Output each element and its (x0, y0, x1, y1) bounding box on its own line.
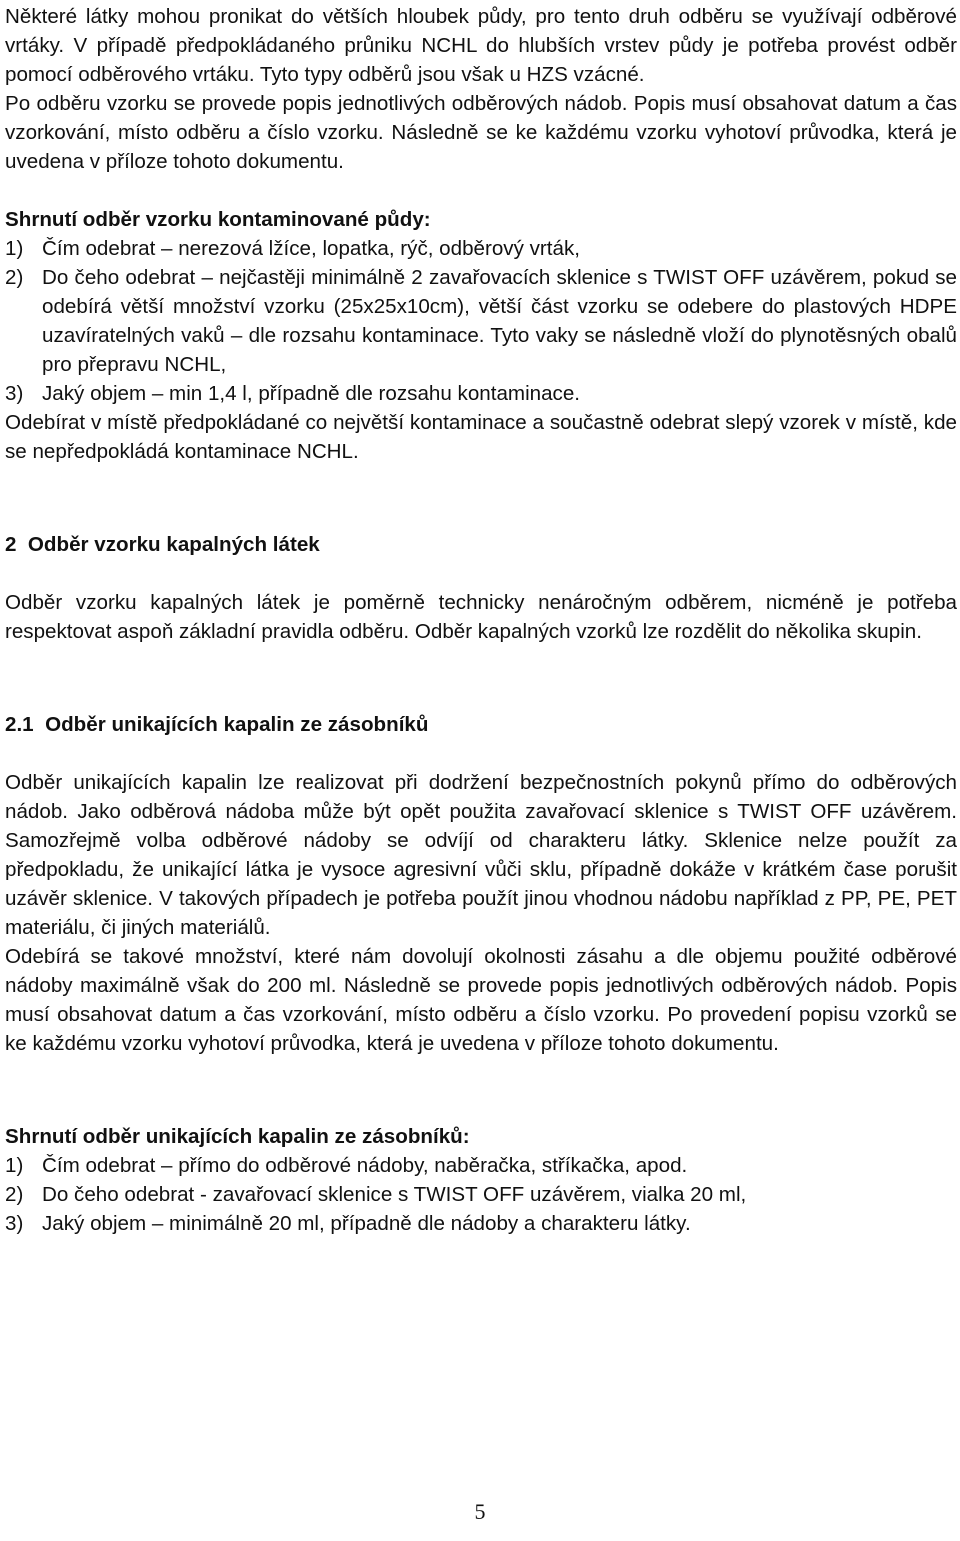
spacer (5, 1093, 957, 1122)
summary-soil-list (5, 234, 957, 408)
list-item (5, 1180, 957, 1209)
summary-soil-closing: Odebírat v místě předpokládané co největší kontaminace a součastně odebrat slepý vzorek v místě, kde se nepředpokládá kontaminace NCHL. (5, 411, 957, 463)
list-item-text: Do čeho odebrat – nejčastěji minimálně 2 zavařovacích sklenice s TWIST OFF uzávěrem, pokud se odebírá větší množství vzorku (25x25x10cm), větší část vzorku se odebere do plastových HDPE uzavíratelných vaků – dle rozsahu kontaminace. Tyto vaky se následně vloží do plynotěsných obalů pro přepravu NCHL, (42, 266, 957, 376)
list-item (5, 1209, 957, 1238)
list-item (5, 263, 957, 379)
spacer (5, 646, 957, 681)
spacer (5, 501, 957, 530)
spacer (5, 681, 957, 710)
list-item-text: Jaký objem – min 1,4 l, případně dle rozsahu kontaminace. (42, 382, 581, 405)
summary-liquid-heading: Shrnutí odběr unikajících kapalin ze zásobníků: (5, 1125, 470, 1148)
list-item (5, 1151, 957, 1180)
spacer (5, 176, 957, 205)
page-number: 5 (474, 1499, 486, 1524)
list-item-text: Jaký objem – minimálně 20 ml, případně dle nádoby a charakteru látky. (42, 1212, 691, 1235)
section-2-1-paragraph-2: Odebírá se takové množství, které nám dovolují okolnosti zásahu a dle objemu použité odběrové nádoby maximálně však do 200 ml. Následně se provede popis jednotlivých odběrových nádob. Popis musí obsahovat datum a čas vzorkování, místo odběru a číslo vzorku. Po provedení popisu vzorků se ke každému vzorku vyhotoví průvodka, která je uvedena v příloze tohoto dokumentu. (5, 945, 957, 1055)
list-item-text: Do čeho odebrat - zavařovací sklenice s TWIST OFF uzávěrem, vialka 20 ml, (42, 1183, 747, 1206)
list-item-text: Čím odebrat – přímo do odběrové nádoby, naběračka, stříkačka, apod. (42, 1154, 688, 1177)
section-2-1-heading: 2.1 Odběr unikajících kapalin ze zásobníků (5, 713, 429, 736)
section-2-paragraph: Odběr vzorku kapalných látek je poměrně technicky nenáročným odběrem, nicméně je potřeba respektovat aspoň základní pravidla odběru. Odběr kapalných vzorků lze rozdělit do několika skupin. (5, 591, 957, 643)
list-item-number: 3) (5, 382, 24, 405)
list-item-text: Čím odebrat – nerezová lžíce, lopatka, rýč, odběrový vrták, (42, 237, 580, 260)
spacer (5, 559, 957, 588)
summary-liquid-list (5, 1151, 957, 1238)
spacer (5, 1058, 957, 1093)
list-item-number: 2) (5, 1183, 24, 1206)
spacer (5, 466, 957, 501)
list-item-number: 1) (5, 237, 24, 260)
document-page (5, 2, 957, 1238)
list-item (5, 234, 957, 263)
intro-paragraph-2: Po odběru vzorku se provede popis jednotlivých odběrových nádob. Popis musí obsahovat datum a čas vzorkování, místo odběru a číslo vzorku. Následně se ke každému vzorku vyhotoví průvodka, která je uvedena v příloze tohoto dokumentu. (5, 92, 957, 173)
section-2-heading: 2 Odběr vzorku kapalných látek (5, 533, 320, 556)
list-item-number: 1) (5, 1154, 24, 1177)
intro-paragraph-1: Některé látky mohou pronikat do větších hloubek půdy, pro tento druh odběru se využívají odběrové vrtáky. V případě předpokládaného průniku NCHL do hlubších vrstev půdy je potřeba provést odběr pomocí odběrového vrtáku. Tyto typy odběrů jsou však u HZS vzácné. (5, 5, 957, 86)
section-2-1-paragraph-1: Odběr unikajících kapalin lze realizovat při dodržení bezpečnostních pokynů přímo do odběrových nádob. Jako odběrová nádoba může být opět použita zavařovací sklenice s TWIST OFF uzávěrem. Samozřejmě volba odběrové nádoby se odvíjí od charakteru látky. Sklenice nelze použít za předpokladu, že unikající látka je vysoce agresivní vůči sklu, případně dokáže v krátkém čase porušit uzávěr sklenice. V takových případech je potřeba použít jinou vhodnou nádobu například z PP, PE, PET materiálu, či jiných materiálů. (5, 771, 957, 939)
summary-soil-heading: Shrnutí odběr vzorku kontaminované půdy: (5, 208, 431, 231)
list-item (5, 379, 957, 408)
list-item-number: 3) (5, 1212, 24, 1235)
spacer (5, 739, 957, 768)
list-item-number: 2) (5, 266, 24, 289)
